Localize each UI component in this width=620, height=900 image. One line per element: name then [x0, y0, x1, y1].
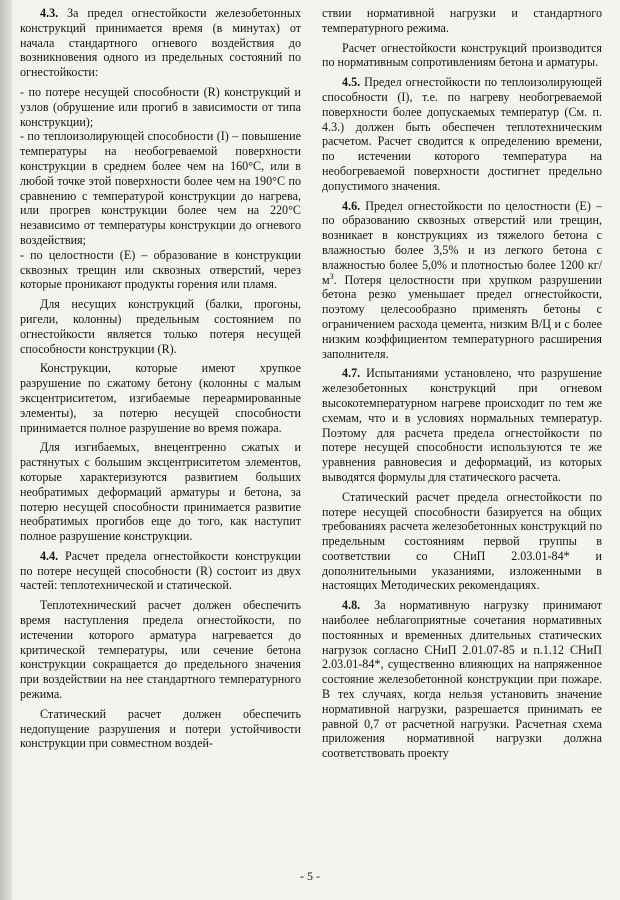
clause-number: 4.3. — [40, 6, 59, 20]
paragraph-bullet-i: - по теплоизолирующей способности (I) – повышение температуры на необогреваемой поверхности конструкции в среднем более чем на 160°С, или в любой точке этой поверхности более чем на 190°С по сравнению с температурой конструкции до нагрева, или прогрев конструкции более чем на 220°С независимо от температуры конструкции до огневого воздействия; — [20, 129, 301, 247]
paragraph-text: ствии нормативной нагрузки и стандартного температурного режима. — [322, 6, 602, 35]
paragraph-text: Статический расчет должен обеспечить недопущение разрушения и потери устойчивости конструкции при совместном воздей- — [20, 706, 301, 751]
clause-number: 4.8. — [342, 598, 361, 613]
page-number: - 5 - — [300, 869, 320, 883]
superscript: 3 — [329, 271, 334, 281]
paragraph-4-8 — [322, 598, 602, 761]
paragraph-text: Предел огнестойкости по теплоизолирующей способности (I), т.е. по нагреву необогреваемой поверхности более допускаемых температур (См. п. 4.3.) должен быть обеспечен теплотехническим расчетом. Расчет сводится к определению времени, по истечении которого температура на необогреваемой поверхности достигнет предельно допустимого значения. — [322, 75, 602, 193]
paragraph-text: За предел огнестойкости железобетонных конструкций принимается время (в минутах) от начала стандартного огневого воздействия до возникновения одного из предельных состояний по огнестойкости: — [20, 6, 301, 80]
paragraph-text: Для изгибаемых, внецентренно сжатых и растянутых с большим эксцентриситетом элементов, которые характеризуются развитием больших необратимых деформаций арматуры и бетона, за потерю несущей способности принимается развитие необратимых прогибов еще до того, как наступит полное разрушение конструкции. — [20, 440, 301, 544]
paragraph-text: Теплотехнический расчет должен обеспечить время наступления предела огнестойкости, по истечении которого арматура нагревается до критической температуры, или сечение бетона конструкции сокращается до предельного значения при воздействии на нее стандартного температурного режима. — [20, 598, 301, 702]
clause-number: 4.4. — [40, 548, 59, 563]
paragraph-4-6 — [322, 199, 602, 362]
paragraph-text: Статический расчет предела огнестойкости по потере несущей способности базируется на общих требованиях расчета железобетонных конструкций по предельным состояниям первой группы в соответствии со СНиП 2.03.01-84* и дополнительными указаниями, изложенными в настоящих Методических рекомендациях. — [322, 489, 602, 593]
page-binding-edge — [0, 0, 12, 900]
paragraph-4-7 — [322, 366, 602, 484]
clause-number: 4.5. — [342, 75, 361, 90]
paragraph-text: Расчет предела огнестойкости конструкции по потере несущей способности (R) состоит из двух частей: теплотехнической и статической. — [20, 548, 301, 593]
paragraph-4-3 — [20, 6, 301, 80]
paragraph-text: Конструкции, которые имеют хрупкое разрушение по сжатому бетону (колонны с малым эксцентриситетом, изгибаемые переармированные элементы), за потерю несущей способности принимается полное разрушение во время пожара. — [20, 361, 301, 435]
paragraph-bullet-r: - по потере несущей способности (R) конструкций и узлов (обрушение или прогиб в зависимости от типа конструкции); — [20, 84, 301, 129]
paragraph-text: Предел огнестойкости по целостности (Е) – по образованию сквозных отверстий или трещин, возникает в конструкциях из тяжелого бетона с влажностью более 3,5% и из легкого бетона с влажностью более 5,0% и плотностью более 1200 кг/м — [322, 198, 602, 287]
left-column — [20, 6, 301, 756]
paragraph-bullet-e: - по целостности (Е) – образование в конструкции сквозных трещин или сквозных отверстий, через которые проникают продукты горения или пламя. — [20, 247, 301, 292]
paragraph-4-4 — [20, 549, 301, 593]
clause-number: 4.7. — [342, 366, 361, 381]
right-column — [322, 6, 602, 766]
paragraph-text: Расчет огнестойкости конструкций производится по нормативным сопротивлениям бетона и арматуры. — [322, 40, 602, 70]
paragraph-text: Испытаниями установлено, что разрушение железобетонных конструкций при огневом высокотемпературном нагреве происходит по тем же схемам, что и в условиях нормальных температур. Поэтому для расчета предела огнестойкости по потере несущей способности используются те же уравнения равновесия и деформаций, из которых выводятся формулы для статического расчета. — [322, 366, 602, 484]
paragraph-text: За нормативную нагрузку принимают наиболее неблагоприятные сочетания нормативных постоянных и временных длительных статических нагрузок согласно СНиП 2.01.07-85 и п.1.12 СНиП 2.03.01-84*, существенно влияющих на напряженное состояние железобетонной конструкции при пожаре. В тех случаях, когда нельзя установить значение нормативной нагрузки, разрешается принимать ее равной 0,7 от расчетной нагрузки. Расчетная схема приложения нормативной нагрузки должна соответствовать проекту — [322, 598, 602, 761]
clause-number: 4.6. — [342, 198, 361, 213]
paragraph-text: . Потеря целостности при хрупком разрушении бетона резко уменьшает предел огнестойкости, поэтому целесообразно применять бетоны с ограничением расхода цемента, низким В/Ц и с более низким коэффициентом температурного расширения заполнителя. — [322, 272, 602, 361]
paragraph-4-5 — [322, 75, 602, 193]
paragraph-text: Для несущих конструкций (балки, прогоны, ригели, колонны) предельным состоянием по огнестойкости является только потеря несущей способности конструкции (R). — [20, 297, 301, 356]
